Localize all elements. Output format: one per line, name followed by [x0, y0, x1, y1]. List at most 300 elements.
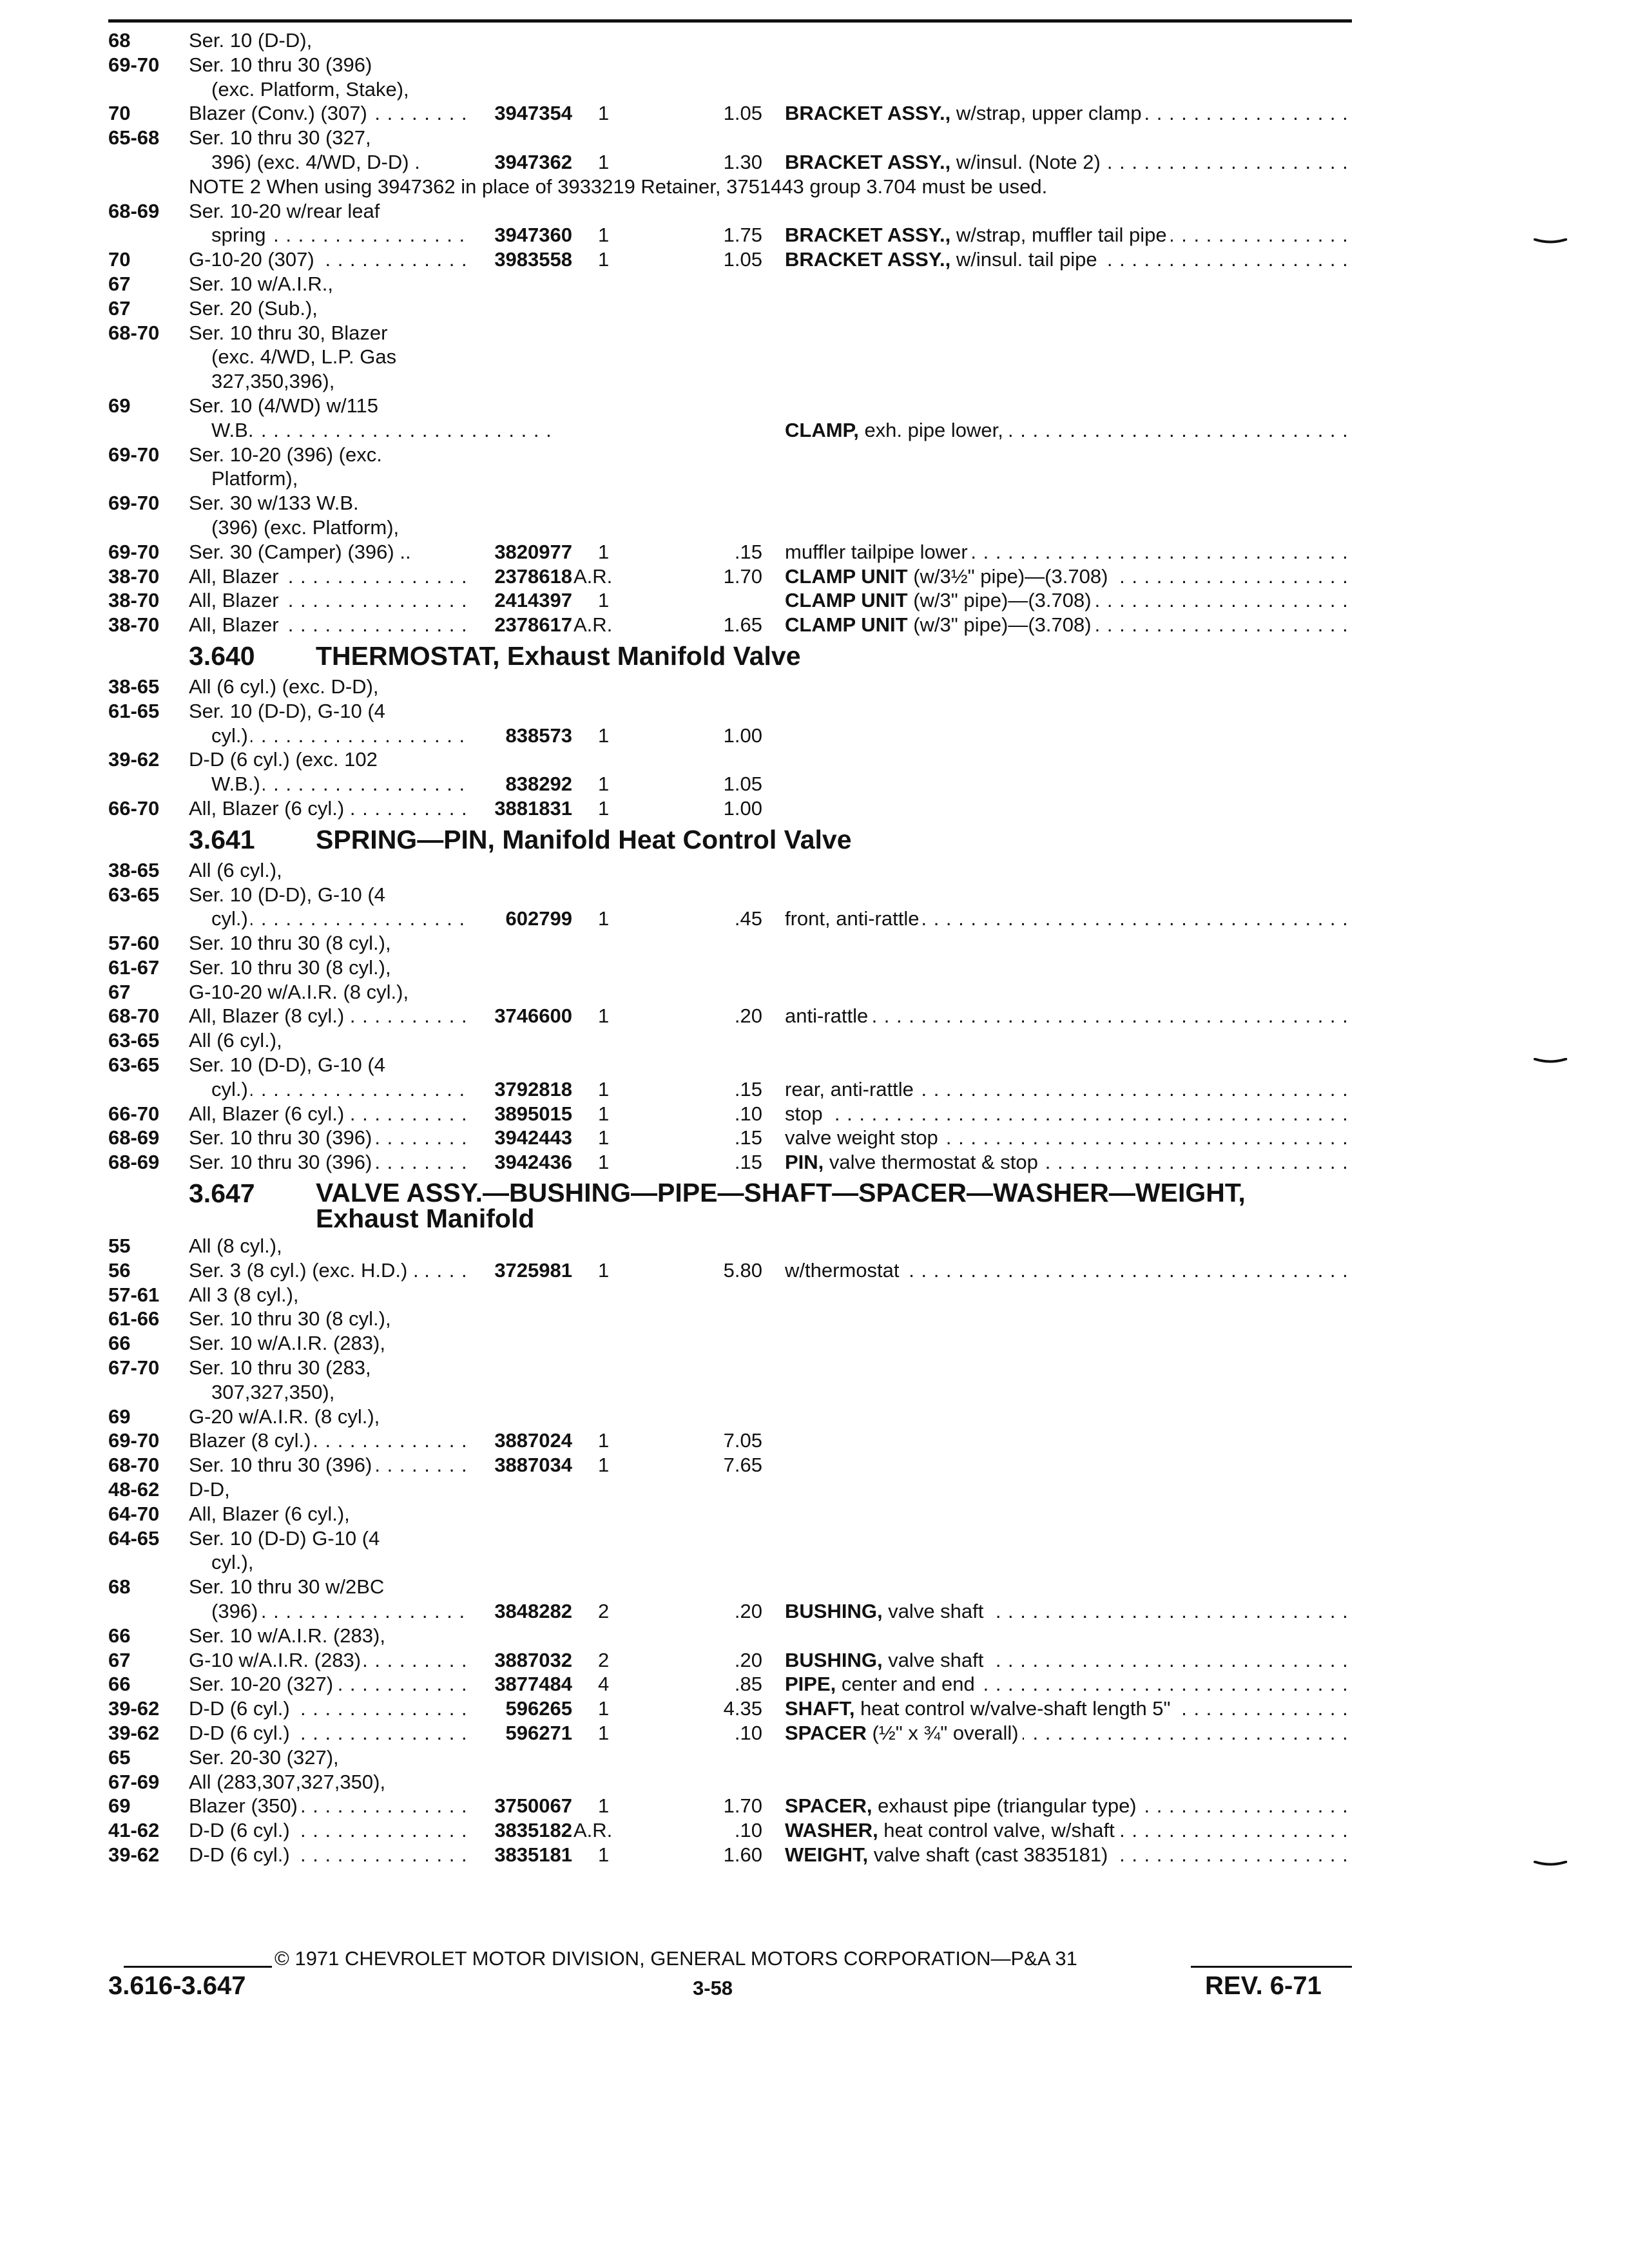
price: 1.65	[723, 613, 762, 637]
part-row	[108, 772, 1352, 796]
part-description	[785, 247, 1352, 272]
part-description	[785, 1843, 1352, 1867]
model-years: 69	[108, 394, 131, 417]
quantity: 1	[598, 1004, 610, 1028]
application	[189, 199, 550, 224]
part-row	[108, 1575, 1352, 1599]
part-row	[108, 1721, 1352, 1745]
part-detail: (w/3½" pipe)—(3.708)	[907, 564, 1108, 588]
footer-section-range: 3.616-3.647	[108, 1972, 246, 2000]
application-text: Ser. 10-20 w/rear leaf	[189, 200, 382, 222]
part-row	[108, 1053, 1352, 1077]
application-text: Ser. 10 thru 30, Blazer	[189, 322, 390, 344]
part-row	[108, 466, 1352, 491]
part-description	[785, 1794, 1352, 1818]
binding-edge-mark	[1534, 238, 1567, 242]
part-number: 3887034	[469, 1453, 572, 1477]
part-row	[108, 675, 1352, 699]
application-text: Ser. 10 w/A.I.R. (283),	[189, 1624, 388, 1647]
application-text: (exc. 4/WD, L.P. Gas	[211, 345, 399, 368]
quantity: 1	[598, 1722, 610, 1744]
model-years: 68-69	[108, 1126, 160, 1149]
description-text	[785, 613, 1095, 636]
application-text: All (6 cyl.),	[189, 1029, 285, 1052]
part-description	[785, 1126, 1352, 1150]
part-number: 838292	[469, 772, 572, 796]
application-text: Ser. 10 (D-D),	[189, 29, 314, 52]
application	[211, 515, 550, 540]
application-text: D-D,	[189, 1478, 233, 1501]
model-years: 39-62	[108, 1722, 160, 1744]
application	[211, 1550, 550, 1575]
application-text: All 3 (8 cyl.),	[189, 1283, 302, 1306]
price: 5.80	[723, 1258, 762, 1282]
application	[189, 675, 550, 699]
application	[189, 1356, 550, 1380]
thermostat-rows-group	[108, 675, 1352, 821]
part-detail: w/strap, upper clamp	[950, 102, 1142, 125]
application-text: (exc. Platform, Stake),	[211, 78, 412, 101]
section-title	[316, 1178, 1246, 1234]
valve-assy-rows-group	[108, 1234, 1352, 1867]
part-row	[108, 956, 1352, 980]
part-number: 3881831	[469, 796, 572, 821]
part-row	[108, 1550, 1352, 1575]
model-years: 67-70	[108, 1356, 160, 1379]
application-text: Ser. 30 (Camper) (396) ..	[189, 541, 414, 563]
quantity: 1	[598, 796, 610, 820]
description-text	[785, 589, 1095, 611]
application	[189, 272, 550, 296]
model-years: 65	[108, 1745, 131, 1769]
part-description	[785, 1672, 1352, 1696]
application-text: Ser. 20-30 (327),	[189, 1746, 342, 1769]
part-description	[785, 1648, 1352, 1673]
description-text	[785, 541, 972, 563]
part-detail: valve thermostat & stop	[824, 1151, 1038, 1174]
model-years: 38-65	[108, 675, 160, 698]
quantity: 4	[598, 1673, 610, 1696]
footer-revision: REV. 6-71	[1205, 1972, 1322, 2000]
quantity: 1	[598, 1429, 610, 1452]
part-detail: w/insul. (Note 2)	[950, 150, 1101, 173]
model-years: 67-69	[108, 1770, 160, 1793]
application	[189, 931, 550, 956]
quantity: 1	[598, 1077, 610, 1100]
model-years: 69-70	[108, 443, 160, 466]
section-number: 3.641	[189, 824, 255, 854]
model-years: 67	[108, 980, 131, 1003]
part-number: 3947360	[469, 223, 572, 247]
part-row	[108, 345, 1352, 369]
spring-pin-rows-group	[108, 858, 1352, 1175]
footer-page-number: 3-58	[693, 1977, 733, 1999]
part-row	[108, 369, 1352, 394]
price: 1.00	[723, 724, 762, 747]
price: 7.05	[723, 1429, 762, 1452]
description-text	[785, 1697, 1175, 1720]
application-text: cyl.)	[211, 724, 251, 747]
part-row	[108, 1405, 1352, 1429]
part-row	[108, 540, 1352, 564]
quantity: 1	[598, 248, 610, 271]
application-text: W.B.)	[211, 773, 263, 795]
application-text: (396)	[211, 1600, 260, 1622]
application	[189, 858, 550, 883]
application-text: Ser. 10 (D-D), G-10 (4	[189, 883, 388, 906]
model-years: 66-70	[108, 1102, 160, 1125]
part-description	[785, 1102, 1352, 1126]
application	[189, 1028, 550, 1053]
part-detail: stop	[785, 1102, 823, 1125]
part-description	[785, 1150, 1352, 1175]
part-row	[108, 699, 1352, 724]
part-row	[108, 1150, 1352, 1175]
part-name: BRACKET ASSY.,	[785, 102, 951, 125]
part-row	[108, 1258, 1352, 1283]
application	[211, 77, 550, 102]
part-number: 3792818	[469, 1077, 572, 1102]
part-row	[108, 1794, 1352, 1818]
model-years: 66	[108, 1332, 131, 1355]
price: .20	[734, 1600, 762, 1623]
section-title-line-2: Exhaust Manifold	[316, 1204, 535, 1234]
bracket-rows-group	[108, 28, 1352, 175]
part-detail: exhaust pipe (triangular type)	[872, 1794, 1137, 1818]
application	[189, 1477, 550, 1502]
part-name: PIN,	[785, 1151, 824, 1174]
model-years: 67	[108, 272, 131, 295]
quantity: 1	[598, 150, 610, 173]
quantity: 1	[598, 1697, 610, 1720]
part-row	[108, 1672, 1352, 1696]
price: .15	[734, 1151, 762, 1174]
part-row	[108, 747, 1352, 772]
top-rule	[108, 19, 1352, 23]
model-years: 63-65	[108, 1053, 160, 1077]
model-years: 69	[108, 1794, 131, 1818]
section-title: THERMOSTAT, Exhaust Manifold Valve	[316, 640, 801, 671]
part-row	[108, 1307, 1352, 1331]
part-row	[108, 1077, 1352, 1102]
part-description	[785, 223, 1352, 247]
part-number: 3835181	[469, 1843, 572, 1867]
application-text: Ser. 10 thru 30 (396)	[189, 53, 374, 76]
part-row	[108, 1648, 1352, 1673]
application-text: Blazer (8 cyl.)	[189, 1429, 313, 1452]
part-number: 3746600	[469, 1004, 572, 1028]
model-years: 55	[108, 1235, 131, 1258]
application-text: Ser. 10 thru 30 (8 cyl.),	[189, 956, 394, 979]
description-text	[785, 1673, 979, 1695]
model-years: 68-69	[108, 1151, 160, 1174]
model-years: 69-70	[108, 53, 160, 76]
quantity: 1	[598, 1794, 610, 1818]
quantity: 2	[598, 1600, 610, 1623]
part-row	[108, 28, 1352, 53]
quantity: 1	[598, 589, 610, 612]
application-text: D-D (6 cyl.)	[189, 1843, 293, 1866]
model-years: 64-70	[108, 1502, 160, 1525]
quantity: A.R.	[574, 564, 613, 588]
description-text	[785, 1078, 918, 1100]
section-3641-heading	[108, 821, 1352, 858]
application	[189, 956, 550, 980]
part-number: 2378618	[469, 564, 572, 589]
part-description	[785, 101, 1352, 126]
part-row	[108, 418, 1352, 443]
quantity: 1	[598, 907, 610, 930]
part-number: 838573	[469, 724, 572, 748]
part-row	[108, 101, 1352, 126]
section-title-line-1: VALVE ASSY.—BUSHING—PIPE—SHAFT—SPACER—WASHER—WEIGHT,	[316, 1178, 1246, 1208]
part-row	[108, 53, 1352, 77]
part-detail: exh. pipe lower,	[858, 418, 1003, 441]
part-row	[108, 247, 1352, 272]
application-text: Ser. 10 thru 30 (396)	[189, 1126, 374, 1149]
footer-rule-right	[1191, 1966, 1352, 1968]
application-text: Ser. 10 thru 30 (8 cyl.),	[189, 1307, 394, 1330]
quantity: 1	[598, 1126, 610, 1149]
part-row	[108, 1526, 1352, 1551]
section-3647-heading	[108, 1175, 1352, 1234]
price: .10	[734, 1102, 762, 1125]
model-years: 69-70	[108, 492, 160, 515]
application	[211, 466, 550, 491]
part-row	[108, 724, 1352, 748]
application-text: Ser. 10 (D-D), G-10 (4	[189, 700, 388, 722]
application	[189, 747, 550, 772]
part-number: 3820977	[469, 540, 572, 564]
price: .15	[734, 1077, 762, 1100]
application-text: Blazer (Conv.) (307)	[189, 102, 370, 124]
application-text: G-10 w/A.I.R. (283)	[189, 1649, 363, 1671]
quantity: 1	[598, 102, 610, 125]
application-text: W.B.	[211, 419, 256, 441]
application	[211, 418, 550, 443]
part-description	[785, 1818, 1352, 1843]
part-row	[108, 1624, 1352, 1648]
part-detail: (w/3" pipe)—(3.708)	[907, 589, 1092, 612]
description-text	[785, 565, 1112, 588]
description-text	[785, 1649, 987, 1671]
part-description	[785, 150, 1352, 175]
application	[189, 321, 550, 345]
part-detail: valve weight stop	[785, 1126, 938, 1149]
part-name: PIPE,	[785, 1673, 836, 1696]
application-text: Ser. 10 (4/WD) w/115	[189, 394, 381, 417]
part-row	[108, 1453, 1352, 1477]
part-row	[108, 980, 1352, 1004]
part-detail: muffler tailpipe lower	[785, 540, 968, 563]
application-text: cyl.)	[211, 907, 251, 930]
part-row	[108, 126, 1352, 150]
binding-edge-mark	[1534, 1058, 1567, 1062]
application-text: All, Blazer (8 cyl.)	[189, 1004, 347, 1027]
application-text: Ser. 10 thru 30 (396)	[189, 1454, 374, 1476]
part-row	[108, 564, 1352, 589]
model-years: 68	[108, 1575, 131, 1599]
model-years: 57-61	[108, 1283, 160, 1306]
part-row	[108, 1380, 1352, 1405]
application	[189, 1053, 550, 1077]
section-3640-heading	[108, 637, 1352, 675]
application	[189, 296, 550, 321]
application-text: Ser. 10 thru 30 (283,	[189, 1356, 374, 1379]
part-row	[108, 1599, 1352, 1624]
part-name: BRACKET ASSY.,	[785, 248, 951, 271]
description-text	[785, 1259, 903, 1282]
part-row	[108, 1356, 1352, 1380]
part-description	[785, 418, 1352, 443]
part-number: 3983558	[469, 247, 572, 272]
description-text	[785, 248, 1101, 271]
part-row	[108, 394, 1352, 418]
application-text: All (6 cyl.),	[189, 859, 285, 881]
quantity: 1	[598, 1454, 610, 1477]
part-row	[108, 796, 1352, 821]
part-row	[108, 613, 1352, 637]
part-row	[108, 1745, 1352, 1770]
model-years: 68	[108, 29, 131, 52]
part-number: 3848282	[469, 1599, 572, 1624]
application	[189, 699, 550, 724]
part-description	[785, 588, 1352, 613]
part-detail: (w/3" pipe)—(3.708)	[907, 613, 1092, 637]
part-detail: w/strap, muffler tail pipe	[950, 224, 1167, 247]
application	[189, 1307, 550, 1331]
application-text: G-20 w/A.I.R. (8 cyl.),	[189, 1405, 382, 1428]
application-text: G-10-20 w/A.I.R. (8 cyl.),	[189, 981, 411, 1003]
price: 1.75	[723, 224, 762, 247]
note-2-row	[108, 175, 1352, 199]
part-name: BRACKET ASSY.,	[785, 150, 951, 173]
model-years: 69-70	[108, 1429, 160, 1452]
copyright-line: © 1971 CHEVROLET MOTOR DIVISION, GENERAL MOTORS CORPORATION—P&A 31	[275, 1947, 1077, 1970]
part-row	[108, 199, 1352, 224]
price: .15	[734, 1126, 762, 1149]
part-description	[785, 1004, 1352, 1028]
application-text: 327,350,396),	[211, 370, 337, 392]
part-detail: anti-rattle	[785, 1004, 869, 1028]
model-years: 38-65	[108, 858, 160, 881]
application-text: D-D (6 cyl.)	[189, 1819, 293, 1841]
description-text	[785, 419, 1007, 441]
price: 1.70	[723, 1794, 762, 1818]
quantity: 1	[598, 1151, 610, 1174]
model-years: 67	[108, 296, 131, 320]
application-text: Ser. 10 (D-D), G-10 (4	[189, 1053, 388, 1076]
application-text: 307,327,350),	[211, 1381, 337, 1403]
price: 1.05	[723, 248, 762, 271]
part-detail: heat control w/valve-shaft length 5"	[854, 1697, 1171, 1720]
binding-edge-mark	[1534, 1861, 1567, 1865]
application	[189, 1526, 550, 1551]
section-title: SPRING—PIN, Manifold Heat Control Valve	[316, 824, 852, 854]
application-text: Ser. 3 (8 cyl.) (exc. H.D.) .	[189, 1259, 421, 1282]
model-years: 64-65	[108, 1526, 160, 1550]
application	[189, 1745, 550, 1770]
quantity: A.R.	[574, 613, 613, 637]
model-years: 68-69	[108, 199, 160, 222]
application-text: Ser. 10 thru 30 (396)	[189, 1151, 374, 1173]
application	[189, 1405, 550, 1429]
description-text	[785, 1126, 942, 1149]
application	[211, 345, 550, 369]
model-years: 57-60	[108, 932, 160, 955]
part-row	[108, 1028, 1352, 1053]
quantity: 1	[598, 540, 610, 563]
price: .85	[734, 1673, 762, 1696]
part-detail: heat control valve, w/shaft	[878, 1819, 1115, 1842]
part-row	[108, 1428, 1352, 1453]
application-text: Ser. 10 thru 30 w/2BC	[189, 1575, 387, 1598]
part-detail: (½" x ¾" overall)	[866, 1722, 1019, 1744]
application-text: Ser. 10 (D-D) G-10 (4	[189, 1527, 382, 1550]
application-text: (396) (exc. Platform),	[211, 516, 401, 539]
part-row	[108, 1004, 1352, 1028]
part-description	[785, 1258, 1352, 1283]
part-row	[108, 1477, 1352, 1502]
price: 1.30	[723, 150, 762, 173]
part-row	[108, 515, 1352, 540]
part-name: BUSHING,	[785, 1600, 883, 1623]
part-detail: w/thermostat	[785, 1258, 900, 1282]
application-text: All (8 cyl.),	[189, 1235, 285, 1257]
part-name: CLAMP,	[785, 418, 859, 441]
part-number: 3942436	[469, 1150, 572, 1175]
application	[189, 980, 550, 1004]
section-number: 3.647	[189, 1178, 255, 1209]
quantity: 2	[598, 1648, 610, 1671]
price: 1.05	[723, 773, 762, 796]
application	[211, 369, 550, 394]
application-text: All, Blazer (6 cyl.)	[189, 797, 347, 820]
quantity: 1	[598, 1102, 610, 1125]
application-text: Ser. 20 (Sub.),	[189, 297, 320, 320]
part-number: 596265	[469, 1696, 572, 1721]
part-name: BRACKET ASSY.,	[785, 224, 951, 247]
application-text: All, Blazer	[189, 565, 282, 588]
application-text: cyl.),	[211, 1551, 256, 1573]
price: 1.60	[723, 1843, 762, 1866]
application	[189, 394, 550, 418]
part-row	[108, 77, 1352, 102]
part-number: 3895015	[469, 1102, 572, 1126]
description-text	[785, 1004, 872, 1027]
model-years: 67	[108, 1648, 131, 1671]
price: .10	[734, 1722, 762, 1744]
parts-listing	[108, 28, 1352, 1867]
price: .20	[734, 1648, 762, 1671]
application	[189, 1502, 550, 1526]
price: 1.00	[723, 796, 762, 820]
part-row	[108, 858, 1352, 883]
price: 7.65	[723, 1454, 762, 1477]
application-text: Platform),	[211, 467, 300, 490]
description-text	[785, 224, 1171, 246]
description-text	[785, 151, 1104, 173]
quantity: 1	[598, 724, 610, 747]
application-text: G-10-20 (307)	[189, 248, 317, 271]
price: .15	[734, 540, 762, 563]
model-years: 68-70	[108, 1004, 160, 1028]
part-row	[108, 491, 1352, 515]
part-number: 3947354	[469, 101, 572, 126]
model-years: 66	[108, 1624, 131, 1647]
model-years: 39-62	[108, 1697, 160, 1720]
model-years: 63-65	[108, 1029, 160, 1052]
